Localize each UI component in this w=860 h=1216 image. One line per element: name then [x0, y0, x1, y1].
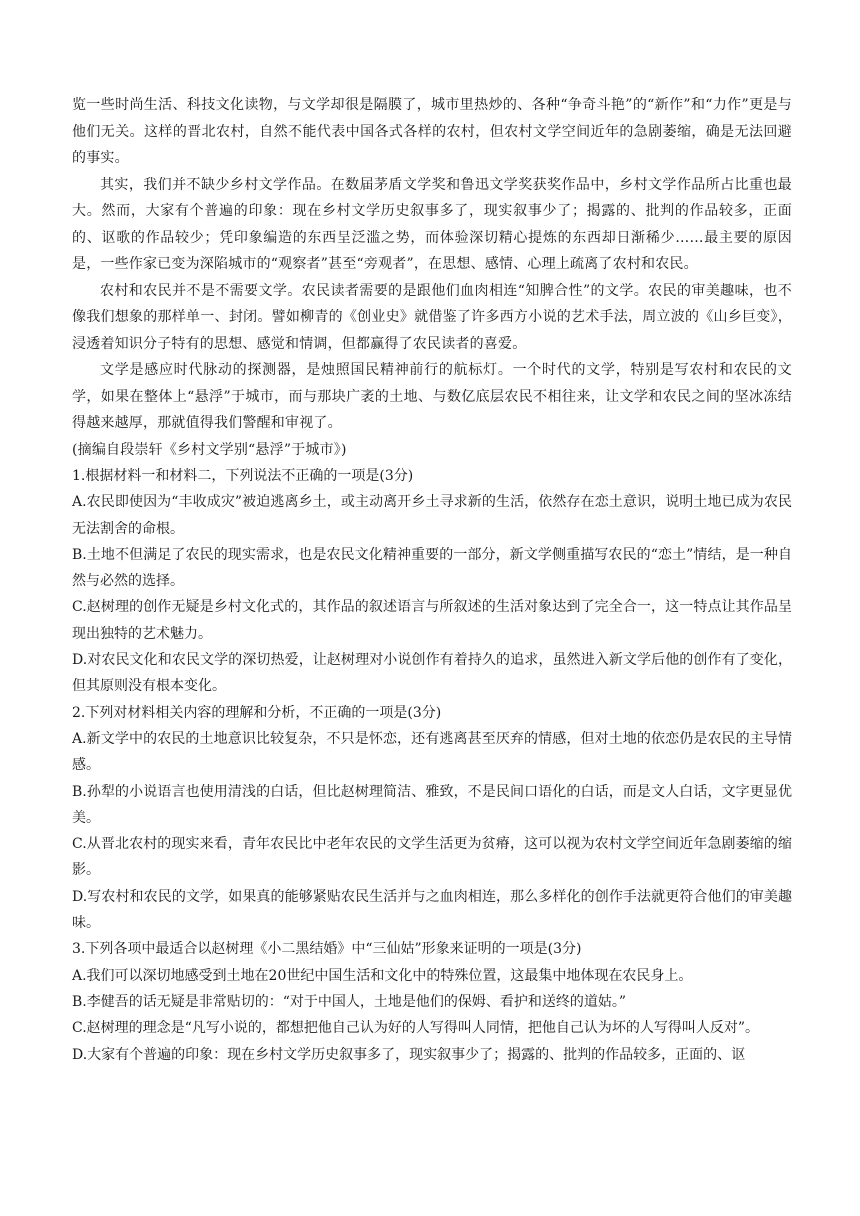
- question-2: [72, 700, 792, 937]
- option-b: B.土地不但满足了农民的现实需求，也是农民文化精神重要的一部分，新文学侧重描写农民的“恋土”情结，是一种自然与必然的选择。: [72, 546, 792, 590]
- option-d: D.写农村和农民的文学，如果真的能够紧贴农民生活并与之血肉相连，那么多样化的创作手法就更符合他们的审美趣味。: [72, 888, 792, 932]
- passage-paragraph-4: 文学是感应时代脉动的探测器，是烛照国民精神前行的航标灯。一个时代的文学，特别是写农村和农民的文学，如果在整体上“悬浮”于城市，而与那块广袤的土地、与数亿底层农民不相往来，让文学和农民之间的坚冰冻结得越来越厚，那就值得我们警醒和审视了。: [72, 362, 792, 431]
- option-d: D.对农民文化和农民文学的深切热爱，让赵树理对小说创作有着持久的追求，虽然进入新文学后他的创作有了变化，但其原则没有根本变化。: [72, 652, 792, 695]
- option-c: C.赵树理的创作无疑是乡村文化式的，其作品的叙述语言与所叙述的生活对象达到了完全合一，这一特点让其作品呈现出独特的艺术魅力。: [72, 599, 792, 642]
- question-stem: 2.下列对材料相关内容的理解和分析，不正确的一项是(3分): [72, 704, 442, 721]
- question-stem: 3.下列各项中最适合以赵树理《小二黑结婚》中“三仙姑”形象来证明的一项是(3分): [72, 941, 582, 958]
- option-c: C.赵树理的理念是“凡写小说的，都想把他自己认为好的人写得叫人同情，把他自己认为坏的人写得叫人反对”。: [72, 1020, 759, 1037]
- passage-paragraph-3: 农村和农民并不是不需要文学。农民读者需要的是跟他们血肉相连“知脾合性”的文学。农民的审美趣味，也不像我们想象的那样单一、封闭。譬如柳青的《创业史》就借鉴了许多西方小说的艺术手法，周立波的《山乡巨变》，浸透着知识分子特有的思想、感觉和情调，但都赢得了农民读者的喜爱。: [72, 282, 792, 352]
- reading-passage: [72, 92, 792, 463]
- passage-source: (摘编自段崇轩《乡村文学别“悬浮”于城市》): [72, 441, 347, 458]
- option-b: B.孙犁的小说语言也使用清浅的白话，但比赵树理简洁、雅致，不是民间口语化的白话，而是文人白话，文字更显优美。: [72, 783, 792, 826]
- option-a: A.新文学中的农民的土地意识比较复杂，不只是怀恋，还有逃离甚至厌弃的情感，但对土地的依恋仍是农民的主导情感。: [72, 730, 792, 774]
- question-stem: 1.根据材料一和材料二，下列说法不正确的一项是(3分): [72, 468, 414, 484]
- passage-paragraph-2: 其实，我们并不缺少乡村文学作品。在数届茅盾文学奖和鲁迅文学奖获奖作品中，乡村文学作品所占比重也最大。然而，大家有个普遍的印象：现在乡村文学历史叙事多了，现实叙事少了；揭露的、批判的作品较多，正面的、讴歌的作品较少；凭印象编造的东西呈泛滥之势，而体验深切精心提炼的东西却日渐稀少……最主要的原因是，一些作家已变为深陷城市的“观察者”甚至“旁观者”，在思想、感情、心理上疏离了农村和农民。: [72, 176, 792, 272]
- option-c: C.从晋北农村的现实来看，青年农民比中老年农民的文学生活更为贫瘠，这可以视为农村文学空间近年急剧萎缩的缩影。: [72, 836, 792, 879]
- question-3: [72, 936, 792, 1067]
- question-1: [72, 463, 792, 700]
- option-d: D.大家有个普遍的印象：现在乡村文学历史叙事多了，现实叙事少了；揭露的、批判的作品较多，正面的、讴: [72, 1046, 746, 1063]
- option-b: B.李健吾的话无疑是非常贴切的：“对于中国人，土地是他们的保姆、看护和送终的道姑。”: [72, 993, 627, 1010]
- question-list: [72, 463, 792, 1068]
- passage-paragraph-1: 览一些时尚生活、科技文化读物，与文学却很是隔膜了，城市里热炒的、各种“争奇斗艳”的“新作”和“力作”更是与他们无关。这样的晋北农村，自然不能代表中国各式各样的农村，但农村文学空间近年的急剧萎缩，确是无法回避的事实。: [72, 97, 792, 166]
- option-a: A.我们可以深切地感受到土地在20世纪中国生活和文化中的特殊位置，这最集中地体现在农民身上。: [72, 967, 693, 984]
- option-a: A.农民即使因为“丰收成灾”被迫逃离乡土，或主动离开乡土寻求新的生活，依然存在恋土意识，说明土地已成为农民无法割舍的命根。: [72, 494, 792, 537]
- exam-page: [72, 92, 792, 1068]
